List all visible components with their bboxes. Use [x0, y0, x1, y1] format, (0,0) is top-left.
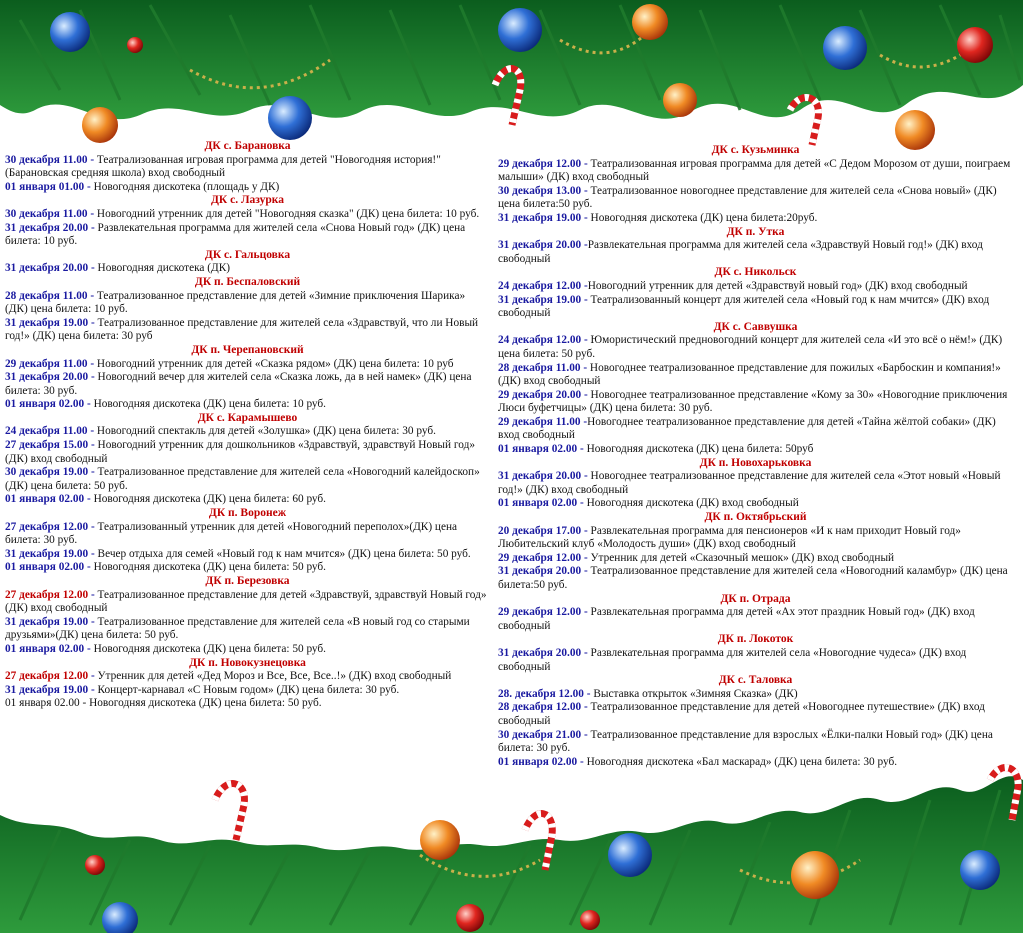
event-date: 31 декабря 19.00 — [5, 615, 89, 628]
event-date: 28 декабря 11.00 — [498, 361, 581, 374]
event-description: Театрализованное представление для жителей села «Новогодний калейдоскоп» (ДК) цена билета: 50 руб. — [5, 466, 480, 492]
event-date: 29 декабря 12.00 — [498, 157, 582, 170]
event-description: Выставка открыток «Зимняя Сказка» (ДК) — [593, 687, 798, 700]
event-description: Театрализованное представление для жителей села «Здравствуй, что ли Новый год!» (ДК) цена билета: 30 руб — [5, 316, 479, 343]
event-date: 24 декабря 11.00 — [5, 425, 88, 438]
event-description: Новогодняя дискотека (ДК) цена билета: 60 руб. — [93, 493, 327, 506]
event-date: 01 января 02.00 — [5, 561, 85, 574]
event-description: Новогодний утренник для детей "Новогодняя сказка" (ДК) цена билета: 10 руб. — [96, 207, 480, 220]
event-entry: 29 декабря 11.00 - Новогодний утренник для детей «Сказка рядом» (ДК) цена билета: 10 руб — [5, 357, 454, 370]
event-date: 30 декабря 21.00 — [498, 728, 582, 741]
event-entry: 01 января 02.00 - Новогодняя дискотека (ДК) цена билета: 10 руб. — [5, 398, 327, 411]
event-description: Развлекательная программа для пенсионеров «И к нам приходит Новый год» Любительский клуб «Молодость души» (ДК) вход свободный — [498, 524, 961, 551]
event-date: 28 декабря 12.00 — [498, 701, 582, 714]
event-description: Новогодняя дискотека (ДК) вход свободный — [586, 497, 799, 510]
event-entry: 27 декабря 12.00 - Утренник для детей «Дед Мороз и Все, Все, Все..!» (ДК) вход свободный — [5, 670, 452, 683]
event-date: 30 декабря 19.00 — [5, 466, 89, 479]
event-entry: 01 января 02.00 - Новогодняя дискотека (ДК) цена билета: 50 руб. — [5, 561, 327, 574]
venue-heading: ДК с. Гальцовка — [204, 248, 291, 261]
event-entry: 30 декабря 19.00 - Театрализованное представление для жителей села «Новогодний калейдоскоп» (ДК) цена билета: 50 руб. — [5, 466, 480, 492]
event-date: 31 декабря 19.00 — [5, 547, 89, 560]
venue-heading: ДК п. Черепановский — [191, 343, 304, 356]
venue-heading: ДК п. Локоток — [717, 633, 794, 646]
event-entry: 28 декабря 11.00 - Новогоднее театрализованное представление для пожилых «Барбоскин и компания!» (ДК) вход свободный — [498, 361, 1001, 388]
event-date: 01 января 02.00 — [5, 493, 85, 506]
event-date: 30 декабря 11.00 — [5, 207, 88, 220]
event-entry: 01 января 02.00 - Новогодняя дискотека «Бал маскарад» (ДК) цена билета: 30 руб. — [498, 755, 898, 768]
venue-heading: ДК п. Беспаловский — [194, 275, 301, 288]
event-entry: 31 декабря 20.00 - Развлекательная программа для жителей села «Новогодние чудеса» (ДК) вход свободный — [498, 646, 967, 673]
venue-heading: ДК п. Березовка — [205, 575, 290, 587]
event-description: Новогодняя дискотека (ДК) цена билета: 50 руб. — [93, 561, 327, 574]
event-date: 31 декабря 19.00 — [498, 211, 582, 224]
event-description: Театрализованный концерт для жителей села «Новый год к нам мчится» (ДК) вход свободный — [498, 293, 990, 320]
left-column — [5, 140, 490, 711]
event-entry: 31 декабря 19.00 - Театрализованный концерт для жителей села «Новый год к нам мчится» (ДК) вход свободный — [498, 293, 990, 320]
event-description: Театрализованное представление для взрослых «Ёлки-палки Новый год» (ДК) цена билета: 30 руб. — [498, 728, 993, 755]
event-entry: 01 января 02.00 - Новогодняя дискотека (ДК) вход свободный — [498, 497, 799, 510]
event-date: 28. декабря 12.00 — [498, 687, 584, 700]
event-description: Развлекательная программа для детей «Ах этот праздник Новый год» (ДК) вход свободный — [498, 606, 975, 632]
event-entry: 24 декабря 12.00 - Юмористический предновогодний концерт для жителей села «И это всё о нём!» (ДК) цена билета: 50 руб. — [498, 334, 1003, 360]
event-description: Развлекательная программа для жителей села «Снова Новый год» (ДК) цена билета: 10 руб. — [5, 221, 466, 248]
event-description: Новогодний утренник для детей «Сказка рядом» (ДК) цена билета: 10 руб — [96, 357, 454, 370]
event-description: Новогодняя дискотека (ДК) цена билета: 50 руб. — [93, 642, 327, 655]
event-date: 31 декабря 20.00 — [5, 371, 89, 384]
event-date: 01 января 02.00 — [498, 497, 578, 510]
venue-heading: ДК с. Кузьминка — [711, 144, 800, 156]
venue-heading: ДК п. Воронеж — [208, 507, 287, 520]
event-description: Театрализованное представление для жителей села «В новый год со старыми друзьями»(ДК) цена билета: 50 руб. — [5, 615, 470, 642]
event-entry: 31 декабря 19.00 - Вечер отдыха для семей «Новый год к нам мчится» (ДК) цена билета: 50 руб. — [5, 547, 471, 560]
event-description: Новогодняя дискотека (ДК) — [97, 262, 231, 275]
event-date: 31 декабря 20.00 — [498, 565, 582, 578]
event-entry: 29 декабря 11.00 -Новогоднее театрализованное представление для детей «Тайна жёлтой собаки» (ДК) вход свободный — [498, 415, 996, 442]
event-entry: 28 декабря 12.00 - Театрализованное представление для детей «Новогоднее путешествие» (ДК) вход свободный — [498, 701, 985, 727]
event-entry: 01 января 02.00 - Новогодняя дискотека (ДК) цена билета: 50 руб. — [5, 642, 327, 655]
event-entry: 27 декабря 12.00 - Театрализованное представление для детей «Здравствуй, здравствуй Новый год» (ДК) вход свободный — [5, 588, 487, 615]
event-description: Театрализованное представление для детей «Новогоднее путешествие» (ДК) вход свободный — [498, 701, 985, 727]
event-description: Новогодний спектакль для детей «Золушка» (ДК) цена билета: 30 руб. — [96, 425, 436, 438]
event-description: Новогодняя дискотека (площадь у ДК) — [93, 180, 280, 193]
event-date: 01 января 02.00 — [5, 642, 85, 655]
event-description: Новогодний вечер для жителей села «Сказка ложь, да в ней намек» (ДК) цена билета: 30 руб. — [5, 371, 472, 397]
event-date: 29 декабря 11.00 — [5, 357, 88, 370]
event-entry: 29 декабря 20.00 - Новогоднее театрализованное представление «Кому за 30» «Новогодние приключения Люси буфетчицы» (ДК) цена билета: 30 руб. — [498, 388, 1008, 415]
event-description: Новогодняя дискотека «Бал маскарад» (ДК) цена билета: 30 руб. — [586, 755, 898, 768]
event-date: 01 января 02.00 — [5, 697, 80, 710]
event-entry: 31 декабря 20.00 -Развлекательная программа для жителей села «Здравствуй Новый год!» (ДК) вход свободный — [498, 239, 983, 265]
event-date: 24 декабря 12.00 — [498, 334, 582, 347]
venue-heading: ДК п. Утка — [726, 225, 785, 238]
event-entry: 30 декабря 13.00 - Театрализованное новогоднее представление для жителей села «Снова новый» (ДК) цена билета:50 руб. — [498, 184, 997, 211]
event-description: Театрализованное представление для жителей села «Новогодний каламбур» (ДК) цена билета:50 руб. — [498, 565, 1008, 591]
event-entry: 30 декабря 21.00 - Театрализованное представление для взрослых «Ёлки-палки Новый год» (ДК) цена билета: 30 руб. — [498, 728, 993, 755]
event-description: Вечер отдыха для семей «Новый год к нам мчится» (ДК) цена билета: 50 руб. — [97, 547, 471, 560]
top-garland-icon — [0, 0, 1023, 150]
event-date: 27 декабря 12.00 — [5, 670, 89, 683]
event-entry: 27 декабря 12.00 - Театрализованный утренник для детей «Новогодний переполох»(ДК) цена билета: 30 руб. — [5, 520, 458, 547]
event-date: 27 декабря 12.00 — [5, 588, 89, 601]
event-description: Утренник для детей «Сказочный мешок» (ДК) вход свободный — [590, 551, 895, 564]
event-description: Театрализованное представление для детей «Здравствуй, здравствуй Новый год» (ДК) вход свободный — [5, 588, 487, 615]
event-entry: 30 декабря 11.00 - Новогодний утренник для детей "Новогодняя сказка" (ДК) цена билета: 10 руб. — [5, 207, 480, 220]
event-entry: 31 декабря 20.00 - Развлекательная программа для жителей села «Снова Новый год» (ДК) цена билета: 10 руб. — [5, 221, 466, 248]
event-date: 20 декабря 17.00 — [498, 524, 582, 537]
event-date: 31 декабря 19.00 — [5, 683, 89, 696]
event-description: Новогоднее театрализованное представление для пожилых «Барбоскин и компания!» (ДК) вход свободный — [498, 361, 1001, 388]
event-entry: 01 января 02.00 - Новогодняя дискотека (ДК) цена билета: 50руб — [498, 443, 814, 456]
venue-heading: ДК п. Новокузнецовка — [189, 656, 306, 669]
event-entry: 28 декабря 11.00 - Театрализованное представление для детей «Зимние приключения Шарика» (ДК) цена билета: 10 руб. — [5, 289, 466, 316]
event-date: 24 декабря 12.00 — [498, 279, 582, 292]
event-entry: 31 декабря 20.00 - Новогоднее театрализованное представление для жителей села «Этот новый «Новый год!» (ДК) вход свободный — [498, 470, 1001, 496]
event-date: 31 декабря 20.00 — [498, 470, 582, 483]
event-description: Новогоднее театрализованное представление для детей «Тайна жёлтой собаки» (ДК) вход свободный — [498, 415, 996, 442]
event-entry: 29 декабря 12.00 - Развлекательная программа для детей «Ах этот праздник Новый год» (ДК) вход свободный — [498, 606, 975, 632]
event-date: 01 января 01.00 — [5, 180, 85, 193]
event-description: Юмористический предновогодний концерт для жителей села «И это всё о нём!» (ДК) цена билета: 50 руб. — [498, 334, 1003, 360]
event-date: 01 января 02.00 — [498, 443, 578, 456]
event-entry: 24 декабря 12.00 -Новогодний утренник для детей «Здравствуй новый год» (ДК) вход свободный — [498, 279, 968, 292]
event-description: Новогоднее театрализованное представление «Кому за 30» «Новогодние приключения Люси буфетчицы» (ДК) цена билета: 30 руб. — [498, 388, 1008, 415]
venue-heading: ДК с. Карамышево — [197, 411, 298, 424]
bottom-garland-icon — [0, 760, 1023, 933]
event-entry: 31 декабря 19.00 - Новогодняя дискотека (ДК) цена билета:20руб. — [498, 211, 818, 224]
event-entry: 30 декабря 11.00 - Театрализованная игровая программа для детей "Новогодняя история!" (Барановская средняя школа) вход свободный — [5, 153, 441, 180]
event-entry: 01 января 02.00 - Новогодняя дискотека (ДК) цена билета: 60 руб. — [5, 493, 327, 506]
event-date: 31 декабря 20.00 — [498, 646, 582, 659]
event-date: 01 января 02.00 — [498, 755, 578, 768]
event-entry: 31 декабря 20.00 - Театрализованное представление для жителей села «Новогодний каламбур» (ДК) цена билета:50 руб. — [498, 565, 1008, 591]
event-date: 27 декабря 15.00 — [5, 439, 89, 452]
event-date: 31 декабря 19.00 — [5, 316, 89, 329]
event-description: Концерт-карнавал «С Новым годом» (ДК) цена билета: 30 руб. — [97, 683, 400, 696]
venue-heading: ДК п. Отрада — [720, 592, 791, 605]
event-date: 29 декабря 12.00 — [498, 606, 582, 619]
event-description: Театрализованный утренник для детей «Новогодний переполох»(ДК) цена билета: 30 руб. — [5, 520, 458, 547]
event-entry: 31 декабря 19.00 - Концерт-карнавал «С Новым годом» (ДК) цена билета: 30 руб. — [5, 683, 400, 696]
venue-heading: ДК п. Октябрьский — [704, 511, 807, 524]
event-entry: 27 декабря 15.00 - Новогодний утренник для дошкольников «Здравствуй, здравствуй Новый год» (ДК) вход свободный — [5, 439, 475, 465]
event-date: 31 декабря 20.00 — [5, 221, 89, 234]
venue-heading: ДК с. Барановка — [204, 140, 291, 152]
event-date: 31 декабря 20.00 — [498, 239, 582, 252]
event-description: Утренник для детей «Дед Мороз и Все, Все, Все..!» (ДК) вход свободный — [97, 670, 452, 683]
event-description: Новогодний утренник для детей «Здравствуй новый год» (ДК) вход свободный — [587, 279, 968, 292]
event-description: Новогоднее театрализованное представление для жителей села «Этот новый «Новый год!» (ДК) вход свободный — [498, 470, 1001, 496]
event-entry: 31 декабря 19.00 - Театрализованное представление для жителей села «В новый год со старыми друзьями»(ДК) цена билета: 50 руб. — [5, 615, 470, 642]
event-description: Театрализованная игровая программа для детей "Новогодняя история!" (Барановская средняя школа) вход свободный — [5, 153, 441, 180]
event-date: 01 января 02.00 — [5, 398, 85, 411]
right-column — [498, 144, 1013, 769]
event-date: 29 декабря 11.00 — [498, 415, 581, 428]
venue-heading: ДК с. Никольск — [714, 266, 797, 279]
venue-heading: ДК с. Таловка — [718, 674, 793, 687]
event-description: Развлекательная программа для жителей села «Здравствуй Новый год!» (ДК) вход свободный — [498, 239, 983, 265]
event-date: 27 декабря 12.00 — [5, 520, 89, 533]
event-date: 28 декабря 11.00 — [5, 289, 88, 302]
venue-heading: ДК п. Новохарьковка — [699, 456, 812, 469]
event-entry: 01 января 02.00 - Новогодняя дискотека (ДК) цена билета: 50 руб. — [5, 697, 322, 710]
event-description: Театрализованное представление для детей «Зимние приключения Шарика» (ДК) цена билета: 10 руб. — [5, 289, 466, 316]
event-entry: 29 декабря 12.00 - Утренник для детей «Сказочный мешок» (ДК) вход свободный — [498, 551, 895, 564]
event-description: Новогодняя дискотека (ДК) цена билета: 10 руб. — [93, 398, 327, 411]
event-date: 30 декабря 13.00 — [498, 184, 582, 197]
event-entry: 20 декабря 17.00 - Развлекательная программа для пенсионеров «И к нам приходит Новый год» Любительский клуб «Молодость души» (ДК) вход свободный — [498, 524, 961, 551]
event-description: Развлекательная программа для жителей села «Новогодние чудеса» (ДК) вход свободный — [498, 646, 967, 673]
event-date: 31 декабря 19.00 — [498, 293, 582, 306]
event-entry: 31 декабря 20.00 - Новогодняя дискотека (ДК) — [5, 262, 231, 275]
venue-heading: ДК с. Лазурка — [210, 194, 285, 207]
event-entry: 28. декабря 12.00 - Выставка открыток «Зимняя Сказка» (ДК) — [498, 687, 798, 700]
event-entry: 31 декабря 20.00 - Новогодний вечер для жителей села «Сказка ложь, да в ней намек» (ДК) цена билета: 30 руб. — [5, 371, 472, 397]
event-date: 29 декабря 12.00 — [498, 551, 582, 564]
event-description: Театрализованное новогоднее представление для жителей села «Снова новый» (ДК) цена билета:50 руб. — [498, 184, 997, 211]
event-entry: 31 декабря 19.00 - Театрализованное представление для жителей села «Здравствуй, что ли Новый год!» (ДК) цена билета: 30 руб — [5, 316, 479, 343]
event-date: 30 декабря 11.00 — [5, 153, 88, 166]
event-description: Новогодняя дискотека (ДК) цена билета: 50 руб. — [89, 697, 322, 710]
event-date: 29 декабря 20.00 — [498, 388, 582, 401]
event-description: Новогодняя дискотека (ДК) цена билета:20руб. — [590, 211, 818, 224]
event-description: Новогодний утренник для дошкольников «Здравствуй, здравствуй Новый год» (ДК) вход свободный — [5, 439, 475, 465]
event-description: Театрализованная игровая программа для детей «С Дедом Морозом от души, поиграем малыши» (ДК) вход свободный — [498, 157, 1011, 184]
event-description: Новогодняя дискотека (ДК) цена билета: 50руб — [586, 443, 814, 456]
event-entry: 01 января 01.00 - Новогодняя дискотека (площадь у ДК) — [5, 180, 280, 193]
venue-heading: ДК с. Саввушка — [713, 320, 798, 333]
event-date: 31 декабря 20.00 — [5, 262, 89, 275]
event-entry: 29 декабря 12.00 - Театрализованная игровая программа для детей «С Дедом Морозом от души, поиграем малыши» (ДК) вход свободный — [498, 157, 1011, 184]
event-entry: 24 декабря 11.00 - Новогодний спектакль для детей «Золушка» (ДК) цена билета: 30 руб. — [5, 425, 436, 438]
